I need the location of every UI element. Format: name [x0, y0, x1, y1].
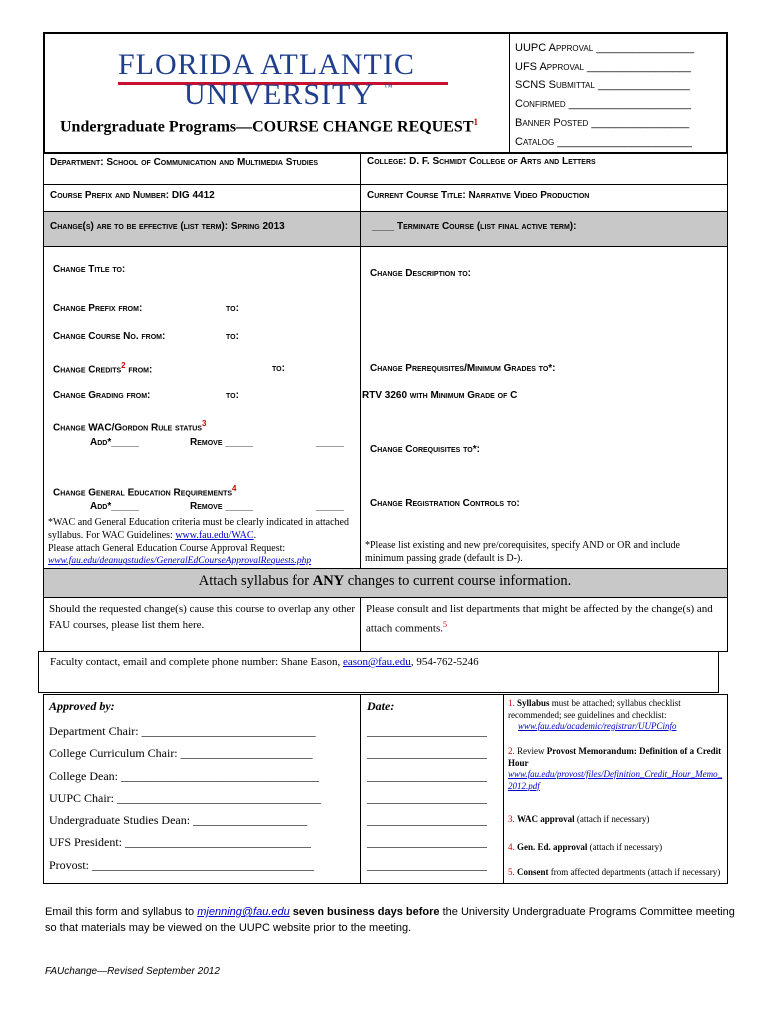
- gened-approval-link[interactable]: www.fau.edu/deanugstudies/GeneralEdCourseApprovalRequests.php: [48, 556, 312, 567]
- overlap-question[interactable]: Should the requested change(s) cause this course to overlap any other FAU courses, please list them here.: [49, 603, 356, 631]
- approvals-divider-1: [360, 694, 361, 884]
- wac-remove[interactable]: Remove _____: [190, 437, 254, 448]
- change-credits-to[interactable]: to:: [272, 363, 285, 374]
- note-3-bold: WAC approval: [517, 814, 575, 824]
- form-title-text: Undergraduate Programs—COURSE CHANGE REQUEST: [60, 118, 474, 136]
- change-grading-to[interactable]: to:: [226, 390, 239, 401]
- date-line-1[interactable]: ____________________: [367, 724, 487, 738]
- note-5-num: 5.: [508, 867, 515, 877]
- note1-tail: .: [253, 529, 257, 541]
- confirmed: Confirmed ____________________: [515, 98, 692, 111]
- note-1-link[interactable]: www.fau.edu/academic/registrar/UUPCinfo: [518, 721, 677, 731]
- change-course-no-label[interactable]: Change Course No. from:: [53, 331, 166, 342]
- change-coreq-label[interactable]: Change Corequisites to*:: [370, 444, 480, 455]
- effective-term: Change(s) are to be effective (list term): Spring 2013: [50, 221, 285, 232]
- note-3-num: 3.: [508, 814, 515, 824]
- course-prefix-number: Course Prefix and Number: DIG 4412: [50, 190, 215, 201]
- change-grading-label[interactable]: Change Grading from:: [53, 390, 151, 401]
- email-instructions: [45, 904, 735, 936]
- gened-sup: 4: [232, 484, 237, 493]
- faculty-email-link[interactable]: eason@fau.edu: [342, 656, 411, 668]
- consult-sup: 5: [442, 620, 447, 629]
- office-use-list: [515, 39, 694, 151]
- banner-post: changes to current course information.: [344, 573, 572, 589]
- prereq-value[interactable]: RTV 3260 with Minimum Grade of C: [362, 390, 518, 401]
- fau-logo: [118, 48, 458, 110]
- ufs-approval: UFS Approval _________________: [515, 60, 692, 73]
- form-title: [60, 117, 478, 136]
- department-chair-line[interactable]: Department Chair: _____________________________: [49, 724, 316, 738]
- credits-from-tail: from:: [125, 364, 153, 376]
- note-2-link[interactable]: www.fau.edu/provost/files/Definition_Credit_Hour_Memo_2012.pdf: [508, 769, 723, 791]
- date-label: Date:: [367, 699, 395, 713]
- note-2-num: 2.: [508, 746, 515, 756]
- note2-text: Please attach General Education Course Approval Request:: [48, 542, 286, 554]
- logo-line-2: UNIVERSITY: [184, 78, 374, 111]
- approved-by-label: Approved by:: [49, 699, 115, 713]
- date-line-4[interactable]: ____________________: [367, 790, 487, 805]
- wac-gened-note: [48, 517, 358, 568]
- change-reg-controls-label[interactable]: Change Registration Controls to:: [370, 498, 520, 509]
- logo-trademark: ™: [384, 82, 393, 92]
- note-3: [508, 814, 723, 842]
- overlap-divider: [360, 597, 361, 652]
- date-line-7[interactable]: ____________________: [367, 857, 487, 872]
- wac-blank[interactable]: _____: [316, 437, 344, 448]
- faculty-phone: , 954-762-5246: [410, 656, 479, 668]
- note-2: [508, 746, 723, 814]
- date-line-6[interactable]: ____________________: [367, 835, 487, 850]
- note-5-text: from affected departments (attach if necessary): [548, 867, 721, 877]
- date-line-3[interactable]: ____________________: [367, 768, 487, 783]
- submission-email-link[interactable]: mjenning@fau.edu: [197, 906, 290, 918]
- email-post: the University Undergraduate Programs Committee meeting so that materials may be viewed on the UUPC website prior to the meeting.: [45, 906, 735, 934]
- faculty-label: Faculty contact, email and complete phone number: Shane Eason,: [50, 656, 343, 668]
- uupc-chair-line[interactable]: UUPC Chair: __________________________________: [49, 790, 322, 805]
- consult-text: Please consult and list departments that might be affected by the change(s) and attach comments.: [366, 603, 713, 635]
- change-prefix-to[interactable]: to:: [226, 303, 239, 314]
- date-lines: [367, 720, 487, 876]
- change-course-no-to[interactable]: to:: [226, 331, 239, 342]
- change-wac-label: [53, 419, 206, 433]
- note-4-text: (attach if necessary): [587, 842, 663, 852]
- note-4-bold: Gen. Ed. approval: [517, 842, 588, 852]
- syllabus-banner-text: [0, 573, 770, 590]
- note-1-text: must be attached; syllabus checklist recommended; see guidelines and checklist:: [508, 698, 681, 720]
- change-title-label[interactable]: Change Title to:: [53, 264, 126, 275]
- gened-remove[interactable]: Remove _____: [190, 501, 254, 512]
- header-divider: [509, 32, 510, 154]
- current-course-title: Current Course Title: Narrative Video Production: [367, 190, 590, 201]
- banner-pre: Attach syllabus for: [198, 573, 313, 589]
- revision-note: FAUchange—Revised September 2012: [45, 966, 220, 977]
- gened-text: Change General Education Requirements: [53, 487, 233, 499]
- wac-sup: 3: [201, 419, 207, 428]
- terminate-course: ____ Terminate Course (list final active term):: [372, 221, 577, 232]
- note-1-bold: Syllabus: [517, 698, 550, 708]
- credits-sup: 2: [121, 361, 126, 370]
- consult-departments[interactable]: [366, 601, 726, 637]
- note-1-num: 1.: [508, 698, 515, 708]
- notes-list: [508, 698, 723, 879]
- prereq-note: *Please list existing and new pre/corequisites, specify AND or OR and include minimum passing grade (default is D-).: [365, 540, 680, 564]
- changes-divider: [360, 246, 361, 569]
- email-pre: Email this form and syllabus to: [45, 906, 198, 918]
- form-title-sup: 1: [473, 117, 478, 127]
- date-line-5[interactable]: ____________________: [367, 813, 487, 828]
- catalog: Catalog ______________________: [515, 135, 692, 148]
- gened-blank[interactable]: _____: [316, 501, 344, 512]
- note-5: [508, 867, 723, 879]
- banner-posted: Banner Posted ________________: [515, 116, 690, 129]
- uupc-approval: UUPC Approval ________________: [515, 42, 695, 54]
- info-divider-2: [360, 211, 361, 247]
- change-prereq-label[interactable]: Change Prerequisites/Minimum Grades to*:: [370, 363, 556, 374]
- note-4: [508, 842, 723, 867]
- note-1: [508, 698, 723, 746]
- signature-lines: [49, 720, 321, 876]
- email-deadline: seven business days before: [289, 906, 440, 918]
- wac-guidelines-link[interactable]: www.fau.edu/WAC: [175, 529, 254, 541]
- college: College: D. F. Schmidt College of Arts and Letters: [367, 156, 596, 167]
- date-line-2[interactable]: ____________________: [367, 746, 487, 761]
- note-3-text: (attach if necessary): [574, 814, 650, 824]
- scns-submittal: SCNS Submittal _______________: [515, 79, 690, 92]
- banner-any: ANY: [312, 573, 345, 589]
- logo-line-1: FLORIDA ATLANTIC: [118, 48, 415, 81]
- note1-text: *WAC and General Education criteria must be clearly indicated in attached syllabus. For WAC Guidelines:: [48, 517, 349, 541]
- wac-add[interactable]: Add*_____: [90, 437, 140, 448]
- change-prefix-label[interactable]: Change Prefix from:: [53, 303, 143, 314]
- college-curriculum-chair-line[interactable]: College Curriculum Chair: ______________________: [49, 746, 313, 761]
- note-5-bold: Consent: [517, 867, 549, 877]
- credits-text: Change Credits: [53, 364, 122, 376]
- change-credits-label[interactable]: [53, 361, 152, 375]
- change-description-label[interactable]: Change Description to:: [370, 268, 471, 279]
- note-2-pre: Review: [517, 746, 547, 756]
- change-gened-label: [53, 484, 237, 498]
- department: Department: School of Communication and Multimedia Studies: [50, 157, 319, 168]
- wac-text: Change WAC/Gordon Rule status: [53, 422, 202, 434]
- college-dean-line[interactable]: College Dean: _________________________________: [49, 768, 319, 783]
- gened-add[interactable]: Add*_____: [90, 501, 140, 512]
- ufs-president-line[interactable]: UFS President: _______________________________: [49, 835, 312, 850]
- provost-line[interactable]: Provost: _____________________________________: [49, 857, 315, 872]
- faculty-contact[interactable]: [50, 656, 479, 668]
- note-2-bold: Provost Memorandum: Definition of a Credit Hour: [508, 746, 722, 768]
- note-4-num: 4.: [508, 842, 515, 852]
- approvals-divider-2: [503, 694, 504, 884]
- ugrad-studies-dean-line[interactable]: Undergraduate Studies Dean: ___________________: [49, 813, 308, 828]
